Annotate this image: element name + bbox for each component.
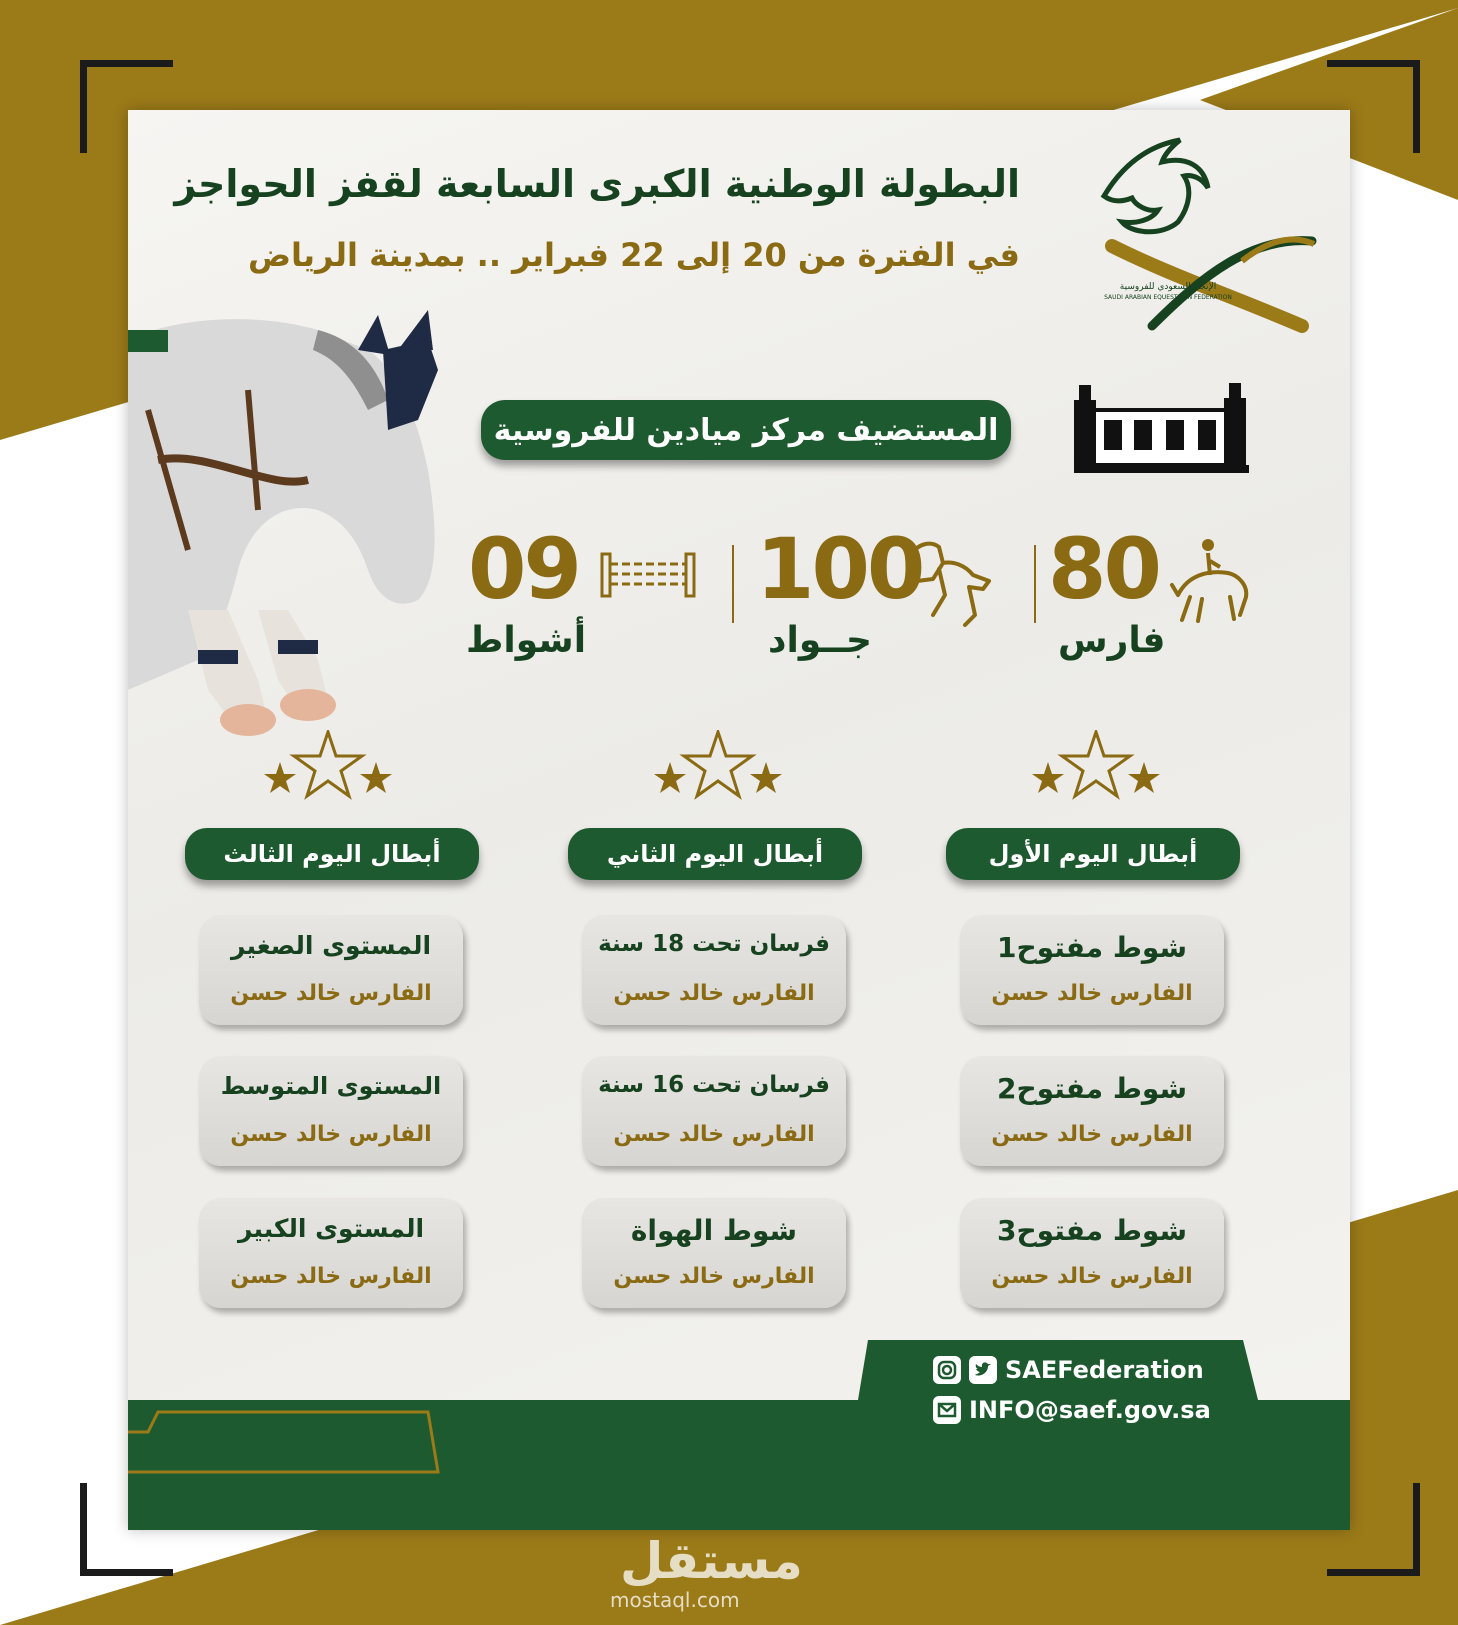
email-icon[interactable] <box>933 1396 961 1424</box>
day3-event-card <box>199 1056 463 1166</box>
day1-event-card <box>960 1056 1224 1166</box>
stars-icon <box>648 730 788 800</box>
event-title: المستوى الكبير <box>237 1214 425 1243</box>
email-address[interactable]: INFO@saef.gov.sa <box>969 1396 1211 1424</box>
stat-riders-value: 80 <box>1048 520 1159 618</box>
day3-header: أبطال اليوم الثالث <box>185 828 479 880</box>
event-winner: الفارس خالد حسن <box>613 1122 815 1147</box>
event-winner: الفارس خالد حسن <box>230 1264 432 1289</box>
rider-icon <box>1168 535 1253 625</box>
host-badge: المستضيف مركز ميادين للفروسية <box>481 400 1011 460</box>
stat-horses-value: 100 <box>756 520 923 618</box>
stat-riders-label: فارس <box>1058 620 1166 661</box>
social-handle[interactable]: SAEFederation <box>1005 1356 1204 1384</box>
poster-card <box>128 110 1350 1530</box>
event-winner: الفارس خالد حسن <box>991 1122 1193 1147</box>
event-winner: الفارس خالد حسن <box>991 981 1193 1006</box>
event-winner: الفارس خالد حسن <box>230 1122 432 1147</box>
stars-icon <box>258 730 398 800</box>
stat-rounds-label: أشواط <box>466 620 587 661</box>
horse-head-logo-icon <box>1092 126 1322 336</box>
day2-event-card <box>582 1198 846 1308</box>
event-title: المستوى الصغير <box>230 931 432 960</box>
event-title: شوط الهواة <box>630 1214 798 1247</box>
hurdle-icon <box>598 550 698 600</box>
event-title: شوط مفتوح2 <box>996 1072 1188 1105</box>
logo-caption-ar: الإتحاد السعودي للفروسية <box>1119 282 1217 292</box>
day3-event-card <box>199 915 463 1025</box>
day2-event-card <box>582 915 846 1025</box>
email-contact <box>933 1396 1211 1424</box>
logo-caption-en: SAUDI ARABIAN EQUESTRIAN FEDERATION <box>1104 294 1232 301</box>
stat-rounds-value: 09 <box>468 520 579 618</box>
day2-header: أبطال اليوم الثاني <box>568 828 862 880</box>
day1-event-card <box>960 915 1224 1025</box>
instagram-icon[interactable] <box>933 1356 961 1384</box>
stat-horses-label: جــواد <box>768 620 872 661</box>
day1-event-card <box>960 1198 1224 1308</box>
day3-event-card <box>199 1198 463 1308</box>
event-title: فرسان تحت 18 سنة <box>598 931 830 957</box>
page-title: البطولة الوطنية الكبرى السابعة لقفز الحواجز <box>174 162 1020 206</box>
watermark-arabic: مستقل <box>620 1532 803 1590</box>
event-winner: الفارس خالد حسن <box>230 981 432 1006</box>
stars-icon <box>1026 730 1166 800</box>
event-winner: الفارس خالد حسن <box>991 1264 1193 1289</box>
page-subtitle: في الفترة من 20 إلى 22 فبراير .. بمدينة الرياض <box>247 236 1020 274</box>
stat-divider <box>732 545 734 623</box>
day1-header: أبطال اليوم الأول <box>946 828 1240 880</box>
event-title: المستوى المتوسط <box>220 1072 442 1100</box>
watermark-url: mostaql.com <box>610 1588 740 1612</box>
stable-building-icon <box>1074 380 1249 480</box>
event-title: فرسان تحت 16 سنة <box>598 1072 830 1098</box>
event-winner: الفارس خالد حسن <box>613 1264 815 1289</box>
jumping-horse-image <box>128 310 458 750</box>
horse-icon <box>903 535 998 630</box>
day2-event-card <box>582 1056 846 1166</box>
stat-divider <box>1034 545 1036 623</box>
twitter-icon[interactable] <box>969 1356 997 1384</box>
event-title: شوط مفتوح1 <box>996 931 1188 964</box>
event-winner: الفارس خالد حسن <box>613 981 815 1006</box>
event-title: شوط مفتوح3 <box>996 1214 1188 1247</box>
social-contact <box>933 1356 1204 1384</box>
